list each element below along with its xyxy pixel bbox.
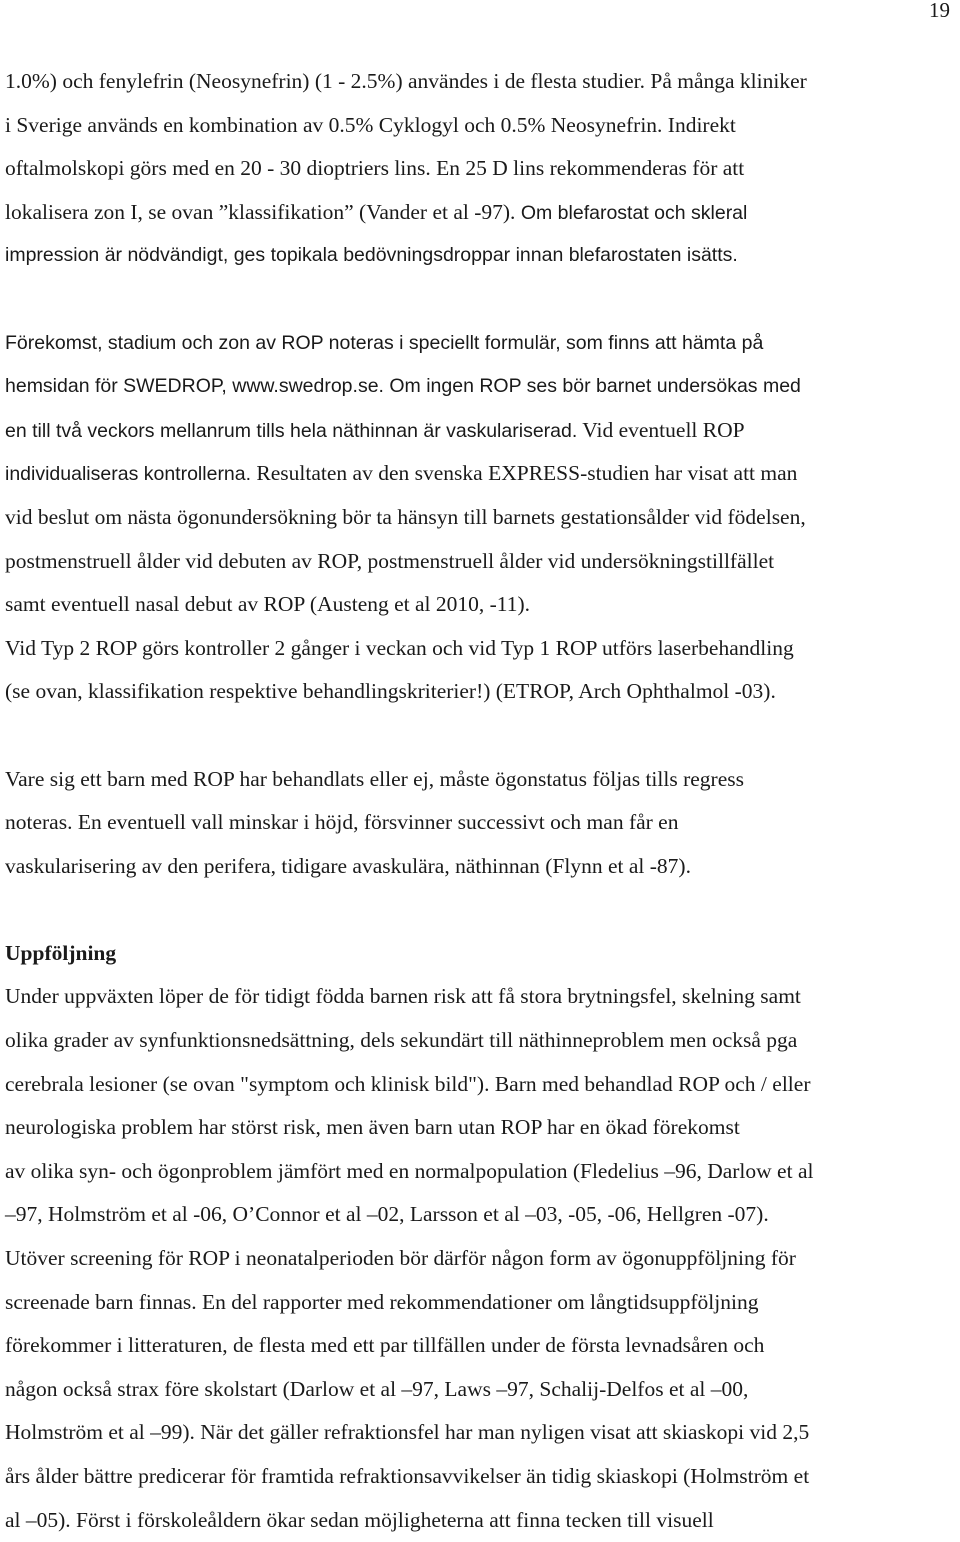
text-line: (se ovan, klassifikation respektive behandlingskriterier!) (ETROP, Arch Ophthalmol -03). [5, 679, 776, 704]
page-number: 19 [929, 0, 950, 22]
text-line: 1.0%) och fenylefrin (Neosynefrin) (1 - 2.5%) användes i de flesta studier. På många kliniker [5, 69, 807, 93]
text-line [5, 365, 960, 409]
text-segment: Vid eventuell ROP [577, 417, 745, 442]
section-uppfoljning [5, 932, 960, 1542]
text-line: oftalmolskopi görs med en 20 - 30 dioptriers lins. En 25 D lins rekommenderas för att [5, 156, 745, 181]
text-line: –97, Holmström et al -06, O’Connor et al –02, Larsson et al –03, -05, -06, Hellgren -07). [5, 1202, 769, 1227]
text-line: screenade barn finnas. En del rapporter med rekommendationer om långtidsuppföljning [5, 1289, 759, 1314]
text-segment: hemsidan för SWEDROP, [5, 375, 233, 398]
text-line: vaskularisering av den perifera, tidigare avaskulära, näthinnan (Flynn et al -87). [5, 853, 691, 878]
text-line: förekommer i litteraturen, de flesta med ett par tillfällen under de första levnadsåren och [5, 1333, 765, 1358]
text-line: olika grader av synfunktionsnedsättning, dels sekundärt till näthinneproblem men också pga [5, 1028, 798, 1053]
text-line [5, 452, 960, 496]
text-line: vid beslut om nästa ögonundersökning bör ta hänsyn till barnets gestationsålder vid födelsen, [5, 504, 806, 529]
text-line [5, 191, 960, 235]
text-line: neurologiska problem har störst risk, men även barn utan ROP har en ökad förekomst [5, 1115, 740, 1140]
text-line: al –05). Först i förskoleåldern ökar sedan möjligheterna att finna tecken till visuell [5, 1507, 714, 1532]
text-line: i Sverige används en kombination av 0.5% Cyklogyl och 0.5% Neosynefrin. Indirekt [5, 112, 736, 137]
section-heading: Uppföljning [5, 940, 117, 965]
text-line: cerebrala lesioner (se ovan "symptom och klinisk bild"). Barn med behandlad ROP och / eller [5, 1071, 811, 1096]
swedrop-link[interactable]: www.swedrop.se [232, 375, 379, 398]
text-line: Holmström et al –99). När det gäller refraktionsfel har man nyligen visat att skiaskopi vid 2,5 [5, 1420, 810, 1445]
text-line: Utöver screening för ROP i neonatalperioden bör därför någon form av ögonuppföljning för [5, 1246, 796, 1271]
text-line: impression är nödvändigt, ges topikala bedövningsdroppar innan blefarostaten isätts. [5, 244, 738, 267]
text-line: Under uppväxten löper de för tidigt födda barnen risk att få stora brytningsfel, skelning samt [5, 984, 801, 1009]
paragraph-dilation [5, 60, 960, 278]
paragraph-registration [5, 322, 960, 714]
text-line: av olika syn- och ögonproblem jämfört med en normalpopulation (Fledelius –96, Darlow et al [5, 1158, 814, 1183]
text-line: någon också strax före skolstart (Darlow et al –97, Laws –97, Schalij-Delfos et al –00, [5, 1376, 749, 1401]
text-segment: individualiseras kontrollerna. [5, 463, 252, 486]
text-segment: . Om ingen ROP ses bör barnet undersökas med [378, 375, 801, 398]
paragraph-gap [5, 714, 960, 758]
paragraph-followup-status [5, 758, 960, 889]
text-line [5, 409, 960, 453]
text-segment: en till två veckors mellanrum tills hela näthinnan är vaskulariserad. [5, 419, 578, 442]
document-body [5, 60, 960, 1542]
text-line: Vid Typ 2 ROP görs kontroller 2 gånger i veckan och vid Typ 1 ROP utförs laserbehandling [5, 635, 794, 660]
text-segment: Om blefarostat och skleral [515, 201, 748, 224]
text-line: Vare sig ett barn med ROP har behandlats eller ej, måste ögonstatus följas tills regress [5, 766, 744, 791]
paragraph-gap [5, 888, 960, 932]
text-line: års ålder bättre predicerar för framtida refraktionsavvikelser än tidig skiaskopi (Holmström et [5, 1464, 810, 1488]
paragraph-gap [5, 278, 960, 322]
text-line: noteras. En eventuell vall minskar i höjd, försvinner successivt och man får en [5, 810, 679, 835]
text-line: samt eventuell nasal debut av ROP (Austeng et al 2010, -11). [5, 592, 531, 617]
text-line: Förekomst, stadium och zon av ROP noteras i speciellt formulär, som finns att hämta på [5, 331, 764, 354]
text-segment: Resultaten av den svenska EXPRESS-studien har visat att man [251, 461, 798, 486]
text-segment: lokalisera zon I, se ovan ”klassifikation” (Vander et al -97). [5, 199, 516, 224]
text-line: postmenstruell ålder vid debuten av ROP, postmenstruell ålder vid undersökningstillfället [5, 548, 775, 573]
